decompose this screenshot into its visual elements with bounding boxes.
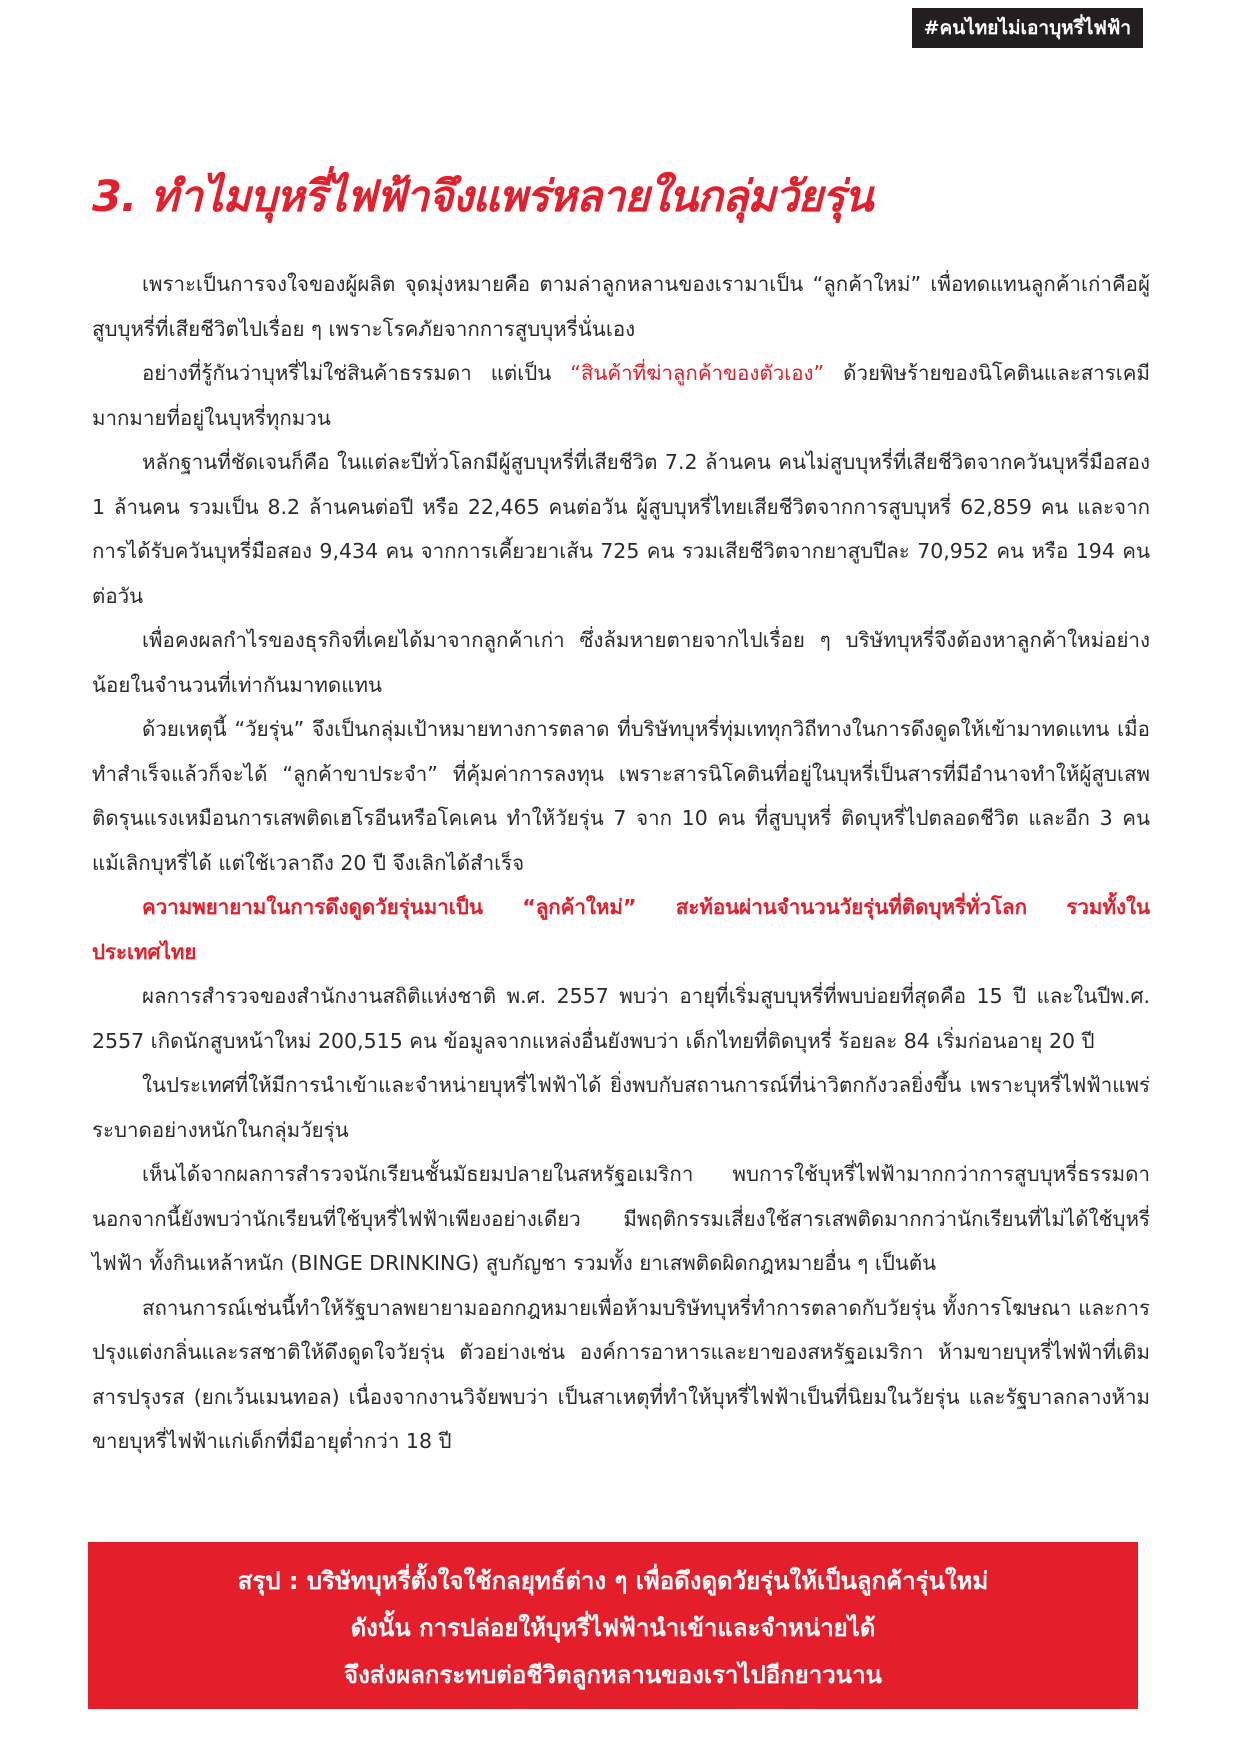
- summary-line-2: ดังนั้น การปล่อยให้บุหรี่ไฟฟ้านำเข้าและจำหน่ายได้: [350, 1614, 876, 1642]
- paragraph-2-text-a: อย่างที่รู้กันว่าบุหรี่ไม่ใช่สินค้าธรรมดา แต่เป็น: [142, 361, 571, 385]
- paragraph-9: สถานการณ์เช่นนี้ทำให้รัฐบาลพยายามออกกฎหมายเพื่อห้ามบริษัทบุหรี่ทำการตลาดกับวัยรุ่น ทั้งการโฆษณา และการปรุงแต่งกลิ่นและรสชาติให้ดึงดูดใจวัยรุ่น ตัวอย่างเช่น องค์การอาหารและยาของสหรัฐอเมริกา ห้ามขายบุหรี่ไฟฟ้าที่เติมสารปรุงรส (ยกเว้นเมนทอล) เนื่องจากงานวิจัยพบว่า เป็นสาเหตุที่ทำให้บุหรี่ไฟฟ้าเป็นที่นิยมในวัยรุ่น และรัฐบาลกลางห้ามขายบุหรี่ไฟฟ้าแก่เด็กที่มีอายุต่ำกว่า 18 ปี: [92, 1295, 1150, 1453]
- summary-line-1: สรุป : บริษัทบุหรี่ตั้งใจใช้กลยุทธ์ต่าง ๆ เพื่อดึงดูดวัยรุ่นให้เป็นลูกค้ารุ่นใหม่: [237, 1567, 989, 1595]
- paragraph-8: เห็นได้จากผลการสำรวจนักเรียนชั้นมัธยมปลายในสหรัฐอเมริกา พบการใช้บุหรี่ไฟฟ้ามากกว่าการสูบบุหรี่ธรรมดา นอกจากนี้ยังพบว่านักเรียนที่ใช้บุหรี่ไฟฟ้าเพียงอย่างเดียว มีพฤติกรรมเสี่ยงใช้สารเสพติดมากกว่านักเรียนที่ไม่ได้ใช้บุหรี่ไฟฟ้า ทั้งกินเหล้าหนัก (BINGE DRINKING) สูบกัญชา รวมทั้ง ยาเสพติดผิดกฎหมายอื่น ๆ เป็นต้น: [92, 1162, 1150, 1275]
- paragraph-5: ด้วยเหตุนี้ “วัยรุ่น” จึงเป็นกลุ่มเป้าหมายทางการตลาด ที่บริษัทบุหรี่ทุ่มเททุกวิถีทางในการดึงดูดให้เข้ามาทดแทน เมื่อทำสำเร็จแล้วก็จะได้ “ลูกค้าขาประจำ” ที่คุ้มค่าการลงทุน เพราะสารนิโคตินที่อยู่ในบุหรี่เป็นสารที่มีอำนาจทำให้ผู้สูบเสพติดรุนแรงเหมือนการเสพติดเฮโรอีนหรือโคเคน ทำให้วัยรุ่น 7 จาก 10 คน ที่สูบบุหรี่ ติดบุหรี่ไปตลอดชีวิต และอีก 3 คน แม้เลิกบุหรี่ได้ แต่ใช้เวลาถึง 20 ปี จึงเลิกได้สำเร็จ: [92, 717, 1150, 875]
- summary-box: [88, 1542, 1138, 1709]
- paragraph-4: เพื่อคงผลกำไรของธุรกิจที่เคยได้มาจากลูกค้าเก่า ซึ่งล้มหายตายจากไปเรื่อย ๆ บริษัทบุหรี่จึงต้องหาลูกค้าใหม่อย่างน้อยในจำนวนที่เท่ากันมาทดแทน: [92, 628, 1150, 697]
- paragraph-2-highlight: “สินค้าที่ฆ่าลูกค้าของตัวเอง”: [570, 361, 825, 385]
- paragraph-1: เพราะเป็นการจงใจของผู้ผลิต จุดมุ่งหมายคือ ตามล่าลูกหลานของเรามาเป็น “ลูกค้าใหม่” เพื่อทดแทนลูกค้าเก่าคือผู้สูบบุหรี่ที่เสียชีวิตไปเรื่อย ๆ เพราะโรคภัยจากการสูบบุหรี่นั่นเอง: [92, 272, 1150, 341]
- paragraph-3: หลักฐานที่ชัดเจนก็คือ ในแต่ละปีทั่วโลกมีผู้สูบบุหรี่ที่เสียชีวิต 7.2 ล้านคน คนไม่สูบบุหรี่ที่เสียชีวิตจากควันบุหรี่มือสอง 1 ล้านคน รวมเป็น 8.2 ล้านคนต่อปี หรือ 22,465 คนต่อวัน ผู้สูบบุหรี่ไทยเสียชีวิตจากการสูบบุหรี่ 62,859 คน และจากการได้รับควันบุหรี่มือสอง 9,434 คน จากการเคี้ยวยาเส้น 725 คน รวมเสียชีวิตจากยาสูบปีละ 70,952 คน หรือ 194 คนต่อวัน: [92, 450, 1150, 608]
- paragraph-2: [92, 351, 1150, 440]
- hashtag-badge: #คนไทยไม่เอาบุหรี่ไฟฟ้า: [912, 8, 1143, 48]
- paragraph-6: ผลการสำรวจของสำนักงานสถิติแห่งชาติ พ.ศ. 2557 พบว่า อายุที่เริ่มสูบบุหรี่ที่พบบ่อยที่สุดคือ 15 ปี และในปีพ.ศ. 2557 เกิดนักสูบหน้าใหม่ 200,515 คน ข้อมูลจากแหล่งอื่นยังพบว่า เด็กไทยที่ติดบุหรี่ ร้อยละ 84 เริ่มก่อนอายุ 20 ปี: [92, 984, 1150, 1053]
- section-subheading: ความพยายามในการดึงดูดวัยรุ่นมาเป็น “ลูกค้าใหม่” สะท้อนผ่านจำนวนวัยรุ่นที่ติดบุหรี่ทั่วโลก รวมทั้งในประเทศไทย: [92, 895, 1150, 964]
- page-title: 3. ทำไมบุหรี่ไฟฟ้าจึงแพร่หลายในกลุ่มวัยรุ่น: [92, 172, 873, 222]
- paragraph-2-text-b: ด้วยพิษร้ายของนิโคตินและสารเคมีมากมายที่อยู่ในบุหรี่ทุกมวน: [92, 361, 1150, 430]
- article-body: [92, 262, 1150, 1464]
- paragraph-7: ในประเทศที่ให้มีการนำเข้าและจำหน่ายบุหรี่ไฟฟ้าได้ ยิ่งพบกับสถานการณ์ที่น่าวิตกกังวลยิ่งขึ้น เพราะบุหรี่ไฟฟ้าแพร่ระบาดอย่างหนักในกลุ่มวัยรุ่น: [92, 1073, 1150, 1142]
- summary-line-3: จึงส่งผลกระทบต่อชีวิตลูกหลานของเราไปอีกยาวนาน: [344, 1661, 882, 1689]
